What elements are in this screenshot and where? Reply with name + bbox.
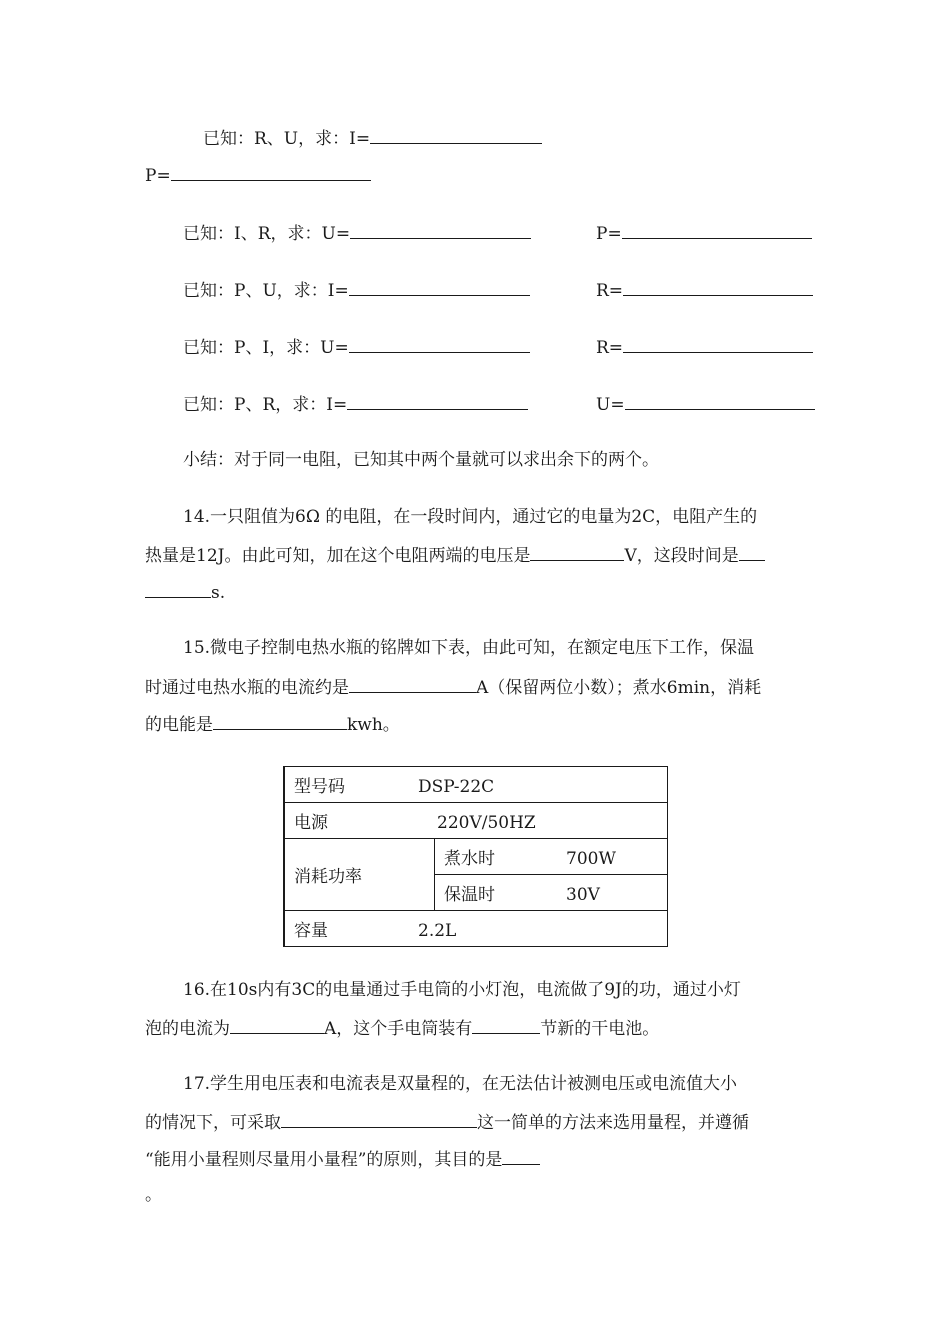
q17-line-1: 17.学生用电压表和电流表是双量程的，在无法估计被测电压或电流值大小: [183, 1074, 738, 1094]
summary: 小结：对于同一电阻，已知其中两个量就可以求出余下的两个。: [183, 450, 659, 470]
keep-label: 保温时: [444, 885, 495, 905]
answer-blank[interactable]: [349, 675, 476, 693]
q15-line-3: [145, 712, 400, 736]
power-value: 220V/50HZ: [437, 813, 536, 833]
answer-blank[interactable]: [530, 543, 624, 561]
boil-value: 700W: [566, 849, 616, 869]
formula-1-second: P=: [145, 166, 171, 186]
formula-row-3: [183, 278, 530, 302]
q14-line-1: 14.一只阻值为6Ω 的电阻，在一段时间内，通过它的电量为2C，电阻产生的: [183, 507, 758, 527]
table-row: [284, 767, 668, 803]
q15-text: kwh。: [347, 715, 400, 735]
answer-blank[interactable]: [370, 126, 542, 144]
power-label: 电源: [294, 813, 328, 833]
answer-blank[interactable]: [347, 392, 528, 410]
formula-row-1: [203, 126, 542, 150]
answer-blank[interactable]: [623, 278, 813, 296]
boil-label: 煮水时: [444, 849, 495, 869]
capacity-cell: [284, 911, 668, 947]
formula-row-3b: [596, 278, 813, 302]
q16-line-2: [145, 1016, 659, 1040]
q15-text: 时通过电热水瓶的电流约是: [145, 678, 349, 698]
formula-row-4: [183, 335, 530, 359]
capacity-label: 容量: [294, 921, 328, 941]
formula-row-5: [183, 392, 528, 416]
q14-text: s.: [211, 583, 226, 603]
consume-label: 消耗功率: [284, 839, 435, 911]
formula-4-known: 已知：P、I，求：U=: [183, 338, 349, 358]
power-cell: [284, 803, 668, 839]
q14-text: V，这段时间是: [624, 546, 739, 566]
answer-blank[interactable]: [350, 221, 531, 239]
formula-3-known: 已知：P、U，求：I=: [183, 281, 349, 301]
q17-line-2: [145, 1110, 749, 1134]
model-cell: [284, 767, 668, 803]
table-row: [284, 839, 668, 875]
formula-row-5b: [596, 392, 815, 416]
answer-blank[interactable]: [281, 1110, 477, 1128]
q16-text: 泡的电流为: [145, 1019, 230, 1039]
formula-row-1b: [145, 163, 371, 187]
keep-cell: [435, 875, 668, 911]
q15-text: A（保留两位小数）；煮水6min，消耗: [476, 678, 762, 698]
capacity-value: 2.2L: [418, 921, 457, 941]
model-label: 型号码: [294, 777, 345, 797]
nameplate-table: [283, 766, 668, 947]
q16-text: A，这个手电筒装有: [324, 1019, 473, 1039]
formula-2-second: P=: [596, 224, 622, 244]
answer-blank[interactable]: [622, 221, 812, 239]
formula-2-known: 已知：I、R，求：U=: [183, 224, 351, 244]
answer-blank[interactable]: [472, 1016, 540, 1034]
q17-line-4: 。: [145, 1185, 162, 1205]
answer-blank[interactable]: [171, 163, 371, 181]
formula-5-second: U=: [596, 395, 625, 415]
q16-text: 节新的干电池。: [540, 1019, 660, 1039]
answer-blank[interactable]: [349, 335, 530, 353]
table-row: [284, 803, 668, 839]
answer-blank[interactable]: [502, 1147, 540, 1165]
formula-row-2b: [596, 221, 812, 245]
answer-blank[interactable]: [213, 712, 347, 730]
q14-text: 热量是12J。由此可知，加在这个电阻两端的电压是: [145, 546, 531, 566]
keep-value: 30V: [566, 885, 600, 905]
formula-1-known: 已知：R、U，求：I=: [203, 129, 371, 149]
formula-3-second: R=: [596, 281, 624, 301]
formula-5-known: 已知：P、R，求：I=: [183, 395, 348, 415]
boil-cell: [435, 839, 668, 875]
q14-line-2: [145, 543, 765, 567]
q16-line-1: 16.在10s内有3C的电量通过手电筒的小灯泡，电流做了9J的功，通过小灯: [183, 980, 741, 1000]
formula-row-4b: [596, 335, 813, 359]
answer-blank[interactable]: [230, 1016, 324, 1034]
answer-blank[interactable]: [349, 278, 530, 296]
table-row: [284, 911, 668, 947]
formula-row-2: [183, 221, 531, 245]
q15-text: 的电能是: [145, 715, 213, 735]
answer-blank[interactable]: [145, 580, 211, 598]
q17-text: “能用小量程则尽量用小量程”的原则，其目的是: [145, 1150, 503, 1170]
answer-blank[interactable]: [739, 543, 765, 561]
formula-4-second: R=: [596, 338, 624, 358]
model-value: DSP-22C: [418, 777, 495, 797]
q15-line-1: 15.微电子控制电热水瓶的铭牌如下表，由此可知，在额定电压下工作，保温: [183, 638, 755, 658]
q17-text: 的情况下，可采取: [145, 1113, 281, 1133]
answer-blank[interactable]: [623, 335, 813, 353]
q15-line-2: [145, 675, 761, 699]
answer-blank[interactable]: [625, 392, 815, 410]
q17-text: 这一简单的方法来选用量程，并遵循: [477, 1113, 749, 1133]
q17-line-3: [145, 1147, 540, 1171]
q14-line-3: [145, 580, 225, 604]
